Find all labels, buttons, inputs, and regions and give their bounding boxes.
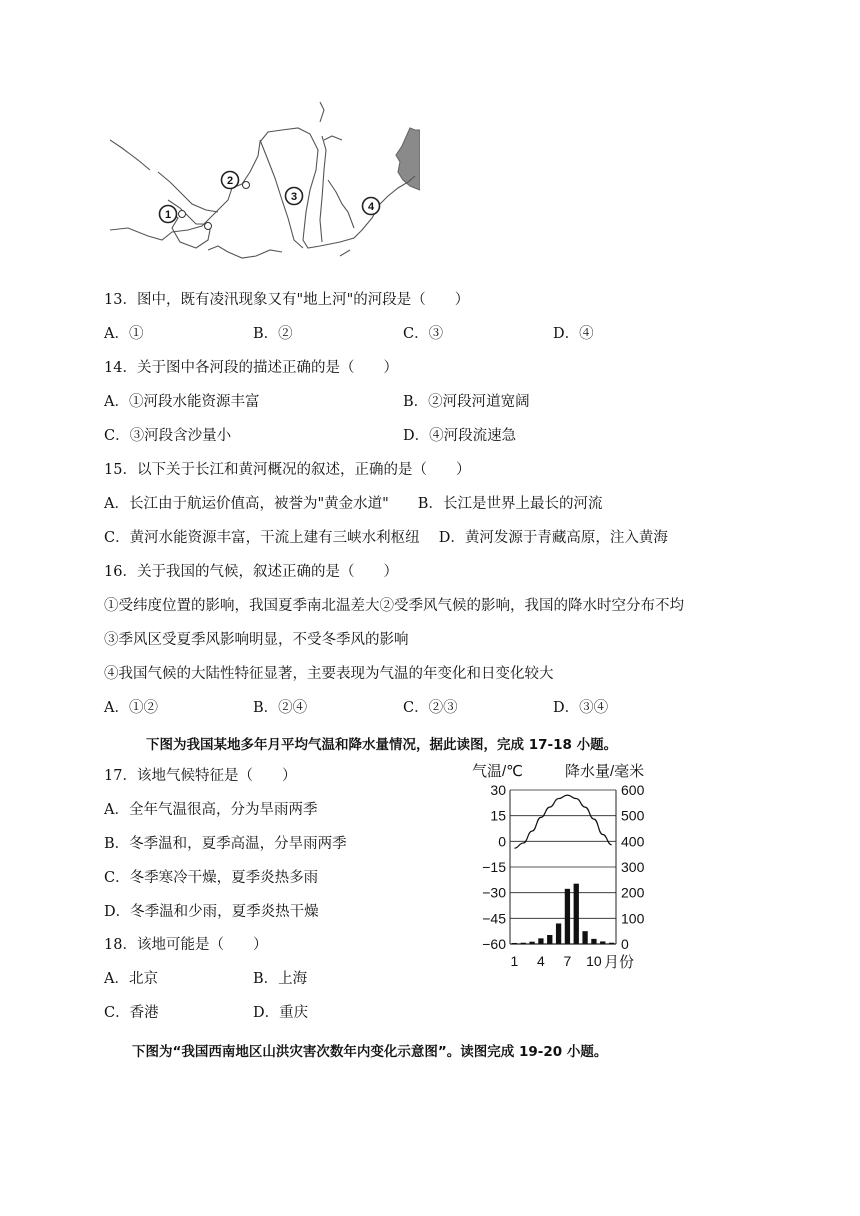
- intro-17-18: 下图为我国某地多年月平均气温和降水量情况，据此读图，完成 17-18 小题。: [146, 737, 618, 753]
- left-axis-label: 气温/℃: [472, 763, 524, 780]
- x-tick-label: 10: [586, 953, 602, 969]
- q17-stem: 17．该地气候特征是（ ）: [104, 768, 297, 784]
- q14-stem: 14．关于图中各河段的描述正确的是（ ）: [104, 360, 398, 376]
- q14-option-a: A．①河段水能资源丰富: [104, 394, 260, 410]
- left-tick-label: −60: [482, 936, 506, 952]
- right-tick-label: 400: [621, 833, 645, 850]
- precip-bar: [547, 935, 552, 944]
- q13-option-b: B．②: [253, 326, 293, 342]
- precip-bar: [582, 931, 587, 944]
- q16-stem: 16．关于我国的气候，叙述正确的是（ ）: [104, 564, 398, 580]
- q16-option-c: C．②③: [403, 700, 458, 716]
- station-star-1: [179, 211, 186, 218]
- temperature-line: [514, 795, 611, 848]
- precip-bar: [574, 884, 579, 944]
- right-tick-label: 600: [621, 782, 645, 798]
- map-label-3: 3: [290, 191, 298, 203]
- q17-option-a: A．全年气温很高，分为旱雨两季: [104, 802, 318, 818]
- q18-option-c: C．香港: [104, 1005, 159, 1021]
- right-tick-label: 0: [621, 936, 629, 952]
- q15-options-line1: A．长江由于航运价值高，被誉为"黄金水道" B．长江是世界上最长的河流: [104, 496, 603, 512]
- x-tick-label: 1: [510, 953, 519, 969]
- q13-option-a: A．①: [104, 326, 144, 342]
- map-label-2: 2: [226, 175, 234, 187]
- x-tick-label: 4: [537, 953, 545, 969]
- river-map: [110, 100, 420, 262]
- right-axis-label: 降水量/毫米: [565, 763, 645, 780]
- precip-bar: [565, 889, 570, 944]
- q18-stem: 18．该地可能是（ ）: [104, 937, 268, 953]
- q18-option-d: D．重庆: [253, 1005, 309, 1021]
- left-tick-label: −30: [482, 884, 506, 901]
- left-tick-label: −15: [482, 859, 506, 875]
- precip-bar: [512, 943, 517, 944]
- left-tick-label: −45: [482, 910, 506, 927]
- q17-option-c: C．冬季寒冷干燥，夏季炎热多雨: [104, 870, 319, 886]
- right-tick-label: 500: [621, 807, 645, 824]
- q17-option-b: B．冬季温和，夏季高温，分旱雨两季: [104, 836, 347, 852]
- q13-stem: 13．图中，既有凌汛现象又有"地上河"的河段是（ ）: [104, 292, 470, 308]
- q16-statement-4: ④我国气候的大陆性特征显著，主要表现为气温的年变化和日变化较大: [104, 666, 554, 682]
- map-label-1: 1: [164, 209, 172, 221]
- precip-bar: [538, 938, 543, 944]
- q16-option-b: B．②④: [253, 700, 308, 716]
- precip-bar: [529, 942, 534, 944]
- q15-options-line2: C．黄河水能资源丰富，干流上建有三峡水利枢纽 D．黄河发源于青藏高原，注入黄海: [104, 530, 668, 546]
- x-axis-label: 月份: [604, 954, 635, 971]
- q13-option-c: C．③: [403, 326, 444, 342]
- q14-option-b: B．②河段河道宽阔: [403, 394, 530, 410]
- q16-statement-3: ③季风区受夏季风影响明显，不受冬季风的影响: [104, 632, 409, 648]
- q16-statement-1-2: ①受纬度位置的影响，我国夏季南北温差大②受季风气候的影响，我国的降水时空分布不均: [104, 598, 684, 614]
- x-tick-label: 7: [563, 953, 572, 969]
- station-star-2: [243, 182, 250, 189]
- q13-option-d: D．④: [553, 326, 594, 342]
- q18-option-b: B．上海: [253, 971, 308, 987]
- precip-bar: [591, 939, 596, 944]
- left-tick-label: 0: [498, 833, 506, 850]
- q16-option-a: A．①②: [104, 700, 158, 716]
- right-tick-label: 100: [621, 910, 645, 927]
- precip-bar: [556, 923, 561, 944]
- q17-option-d: D．冬季温和少雨，夏季炎热干燥: [104, 904, 319, 920]
- q15-stem: 15．以下关于长江和黄河概况的叙述，正确的是（ ）: [104, 462, 471, 478]
- left-tick-label: 15: [490, 807, 506, 824]
- q18-option-a: A．北京: [104, 971, 158, 987]
- precip-bar: [521, 943, 526, 944]
- right-tick-label: 200: [621, 884, 645, 901]
- sea-area: [396, 128, 420, 190]
- q16-option-d: D．③④: [553, 700, 609, 716]
- map-label-4: 4: [367, 201, 375, 213]
- precip-bar: [609, 943, 614, 944]
- precip-bar: [600, 941, 605, 944]
- q14-option-c: C．③河段含沙量小: [104, 428, 232, 444]
- right-tick-label: 300: [621, 859, 645, 875]
- station-star-3: [205, 223, 212, 230]
- q14-option-d: D．④河段流速急: [403, 428, 517, 444]
- left-tick-label: 30: [490, 782, 506, 798]
- intro-19-20: 下图为“我国西南地区山洪灾害次数年内变化示意图”。读图完成 19-20 小题。: [132, 1044, 608, 1060]
- climate-chart: [468, 758, 688, 973]
